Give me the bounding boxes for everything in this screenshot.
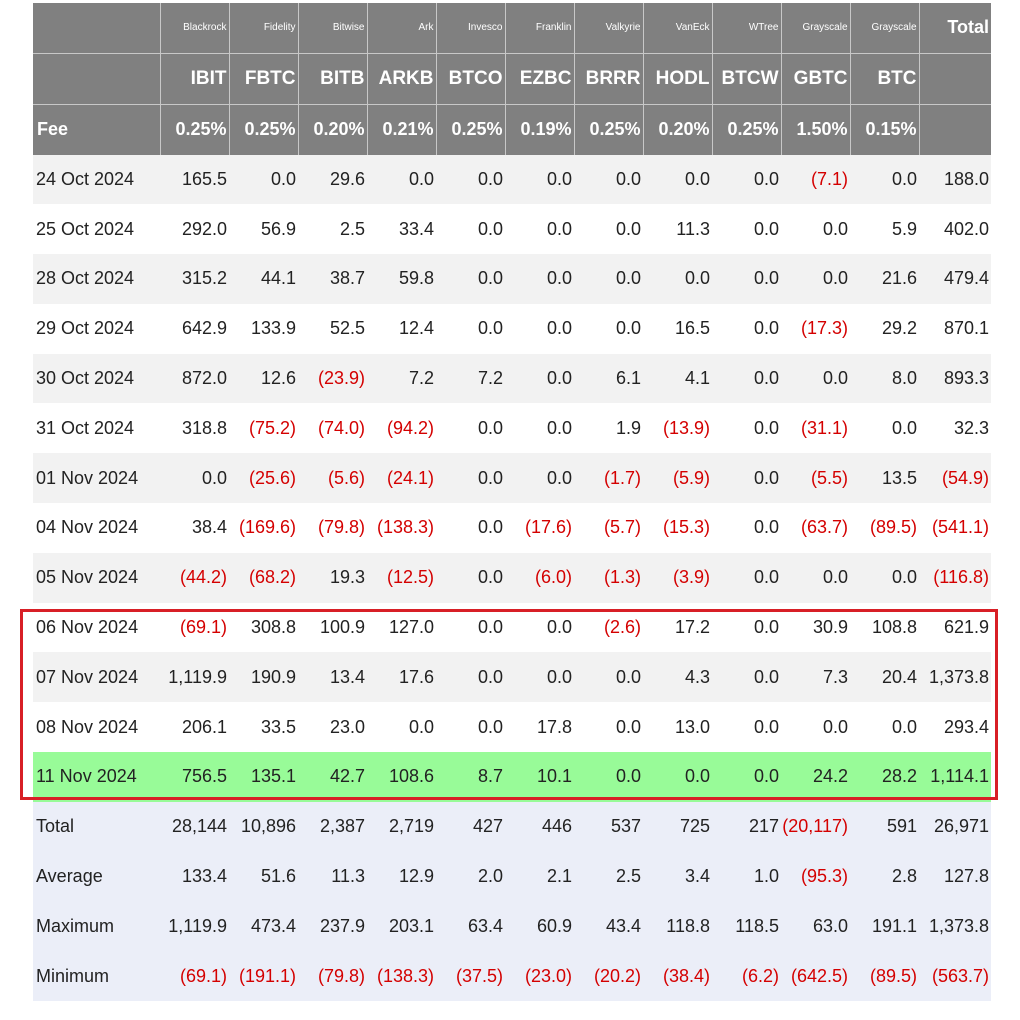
summary-value: 2,719 [367, 802, 436, 852]
flow-value: (79.8) [298, 503, 367, 553]
flow-value: 12.6 [229, 354, 298, 404]
summary-value: (138.3) [367, 951, 436, 1001]
ticker-header: FBTC [229, 53, 298, 104]
fee-value: 0.20% [298, 104, 367, 155]
flow-value: 0.0 [781, 204, 850, 254]
flow-value: 29.2 [850, 304, 919, 354]
flow-value: (17.3) [781, 304, 850, 354]
summary-value: 2,387 [298, 802, 367, 852]
fee-value: 0.19% [505, 104, 574, 155]
summary-value: (23.0) [505, 951, 574, 1001]
flow-value: (7.1) [781, 155, 850, 205]
fee-value: 0.25% [229, 104, 298, 155]
flow-value: 0.0 [574, 254, 643, 304]
flow-value: 0.0 [505, 254, 574, 304]
flow-value: 56.9 [229, 204, 298, 254]
row-total: 621.9 [919, 603, 991, 653]
table-summary [33, 802, 991, 1001]
summary-value: 473.4 [229, 901, 298, 951]
flow-value: (1.3) [574, 553, 643, 603]
flow-value: 2.5 [298, 204, 367, 254]
summary-value: (69.1) [160, 951, 229, 1001]
summary-value: 446 [505, 802, 574, 852]
total-header-blank [919, 53, 991, 104]
row-date: 06 Nov 2024 [33, 603, 160, 653]
table-row [33, 752, 991, 802]
flow-value: 19.3 [298, 553, 367, 603]
flow-value: 7.2 [436, 354, 505, 404]
summary-row [33, 802, 991, 852]
flow-value: 4.3 [643, 652, 712, 702]
flow-value: 20.4 [850, 652, 919, 702]
header-corner-2 [33, 53, 160, 104]
flow-value: (15.3) [643, 503, 712, 553]
flow-value: 0.0 [505, 403, 574, 453]
summary-value: 2.0 [436, 852, 505, 902]
flow-value: 190.9 [229, 652, 298, 702]
row-date: 24 Oct 2024 [33, 155, 160, 205]
flow-value: (1.7) [574, 453, 643, 503]
table-row [33, 254, 991, 304]
flow-value: 0.0 [505, 304, 574, 354]
flow-value: 42.7 [298, 752, 367, 802]
flow-value: 23.0 [298, 702, 367, 752]
header-corner [33, 3, 160, 53]
flow-value: 0.0 [436, 254, 505, 304]
flow-value: 44.1 [229, 254, 298, 304]
flow-value: (63.7) [781, 503, 850, 553]
summary-value: 591 [850, 802, 919, 852]
flow-value: 0.0 [505, 155, 574, 205]
table-row [33, 553, 991, 603]
row-date: 29 Oct 2024 [33, 304, 160, 354]
flow-value: 0.0 [574, 702, 643, 752]
flow-value: 0.0 [574, 204, 643, 254]
row-date: 04 Nov 2024 [33, 503, 160, 553]
flow-value: 0.0 [574, 752, 643, 802]
flow-value: 0.0 [850, 403, 919, 453]
ticker-header: BITB [298, 53, 367, 104]
flow-value: 13.4 [298, 652, 367, 702]
flow-value: 0.0 [505, 603, 574, 653]
row-date: 05 Nov 2024 [33, 553, 160, 603]
fee-value: 0.25% [160, 104, 229, 155]
flow-value: (31.1) [781, 403, 850, 453]
issuer-header: Valkyrie [574, 3, 643, 53]
flow-value: 17.6 [367, 652, 436, 702]
table-header [33, 3, 991, 155]
flow-value: 315.2 [160, 254, 229, 304]
table-row [33, 354, 991, 404]
summary-value: (95.3) [781, 852, 850, 902]
ticker-header: EZBC [505, 53, 574, 104]
flow-value: 1,119.9 [160, 652, 229, 702]
issuer-header: Grayscale [781, 3, 850, 53]
flow-value: 318.8 [160, 403, 229, 453]
flow-value: 0.0 [712, 204, 781, 254]
flow-value: 0.0 [505, 453, 574, 503]
flow-value: 0.0 [367, 155, 436, 205]
summary-value: 2.5 [574, 852, 643, 902]
summary-value: (89.5) [850, 951, 919, 1001]
ticker-header: BTC [850, 53, 919, 104]
flow-value: 0.0 [436, 553, 505, 603]
flow-value: 0.0 [505, 204, 574, 254]
summary-value: 217 [712, 802, 781, 852]
ticker-header: HODL [643, 53, 712, 104]
ticker-header: GBTC [781, 53, 850, 104]
flow-value: 0.0 [781, 354, 850, 404]
summary-value: 60.9 [505, 901, 574, 951]
summary-value: 118.8 [643, 901, 712, 951]
flow-value: 0.0 [712, 603, 781, 653]
flow-value: 13.5 [850, 453, 919, 503]
summary-value: (20,117) [781, 802, 850, 852]
ticker-header: BTCO [436, 53, 505, 104]
flow-value: (25.6) [229, 453, 298, 503]
summary-value: 51.6 [229, 852, 298, 902]
flow-value: 756.5 [160, 752, 229, 802]
flow-value: 0.0 [712, 702, 781, 752]
flow-value: (12.5) [367, 553, 436, 603]
summary-value: (642.5) [781, 951, 850, 1001]
flow-value: (6.0) [505, 553, 574, 603]
summary-value: 2.8 [850, 852, 919, 902]
ticker-header: BRRR [574, 53, 643, 104]
row-total: 402.0 [919, 204, 991, 254]
row-date: 07 Nov 2024 [33, 652, 160, 702]
summary-value: 1,373.8 [919, 901, 991, 951]
issuer-header: Ark [367, 3, 436, 53]
flow-value: (2.6) [574, 603, 643, 653]
flow-value: 0.0 [505, 652, 574, 702]
table-row [33, 304, 991, 354]
fee-value: 0.21% [367, 104, 436, 155]
fee-value: 0.20% [643, 104, 712, 155]
fee-value: 0.25% [574, 104, 643, 155]
flow-value: 0.0 [712, 354, 781, 404]
issuer-header: Fidelity [229, 3, 298, 53]
row-total: 479.4 [919, 254, 991, 304]
flow-value: (169.6) [229, 503, 298, 553]
flow-value: 0.0 [505, 354, 574, 404]
summary-value: 63.0 [781, 901, 850, 951]
flow-value: 0.0 [712, 453, 781, 503]
summary-value: 127.8 [919, 852, 991, 902]
flow-value: 29.6 [298, 155, 367, 205]
table-row [33, 204, 991, 254]
summary-value: (563.7) [919, 951, 991, 1001]
fee-value: 1.50% [781, 104, 850, 155]
etf-flows-table [33, 3, 991, 1001]
table-row [33, 453, 991, 503]
flow-value: 0.0 [436, 503, 505, 553]
flow-value: 0.0 [229, 155, 298, 205]
flow-value: 0.0 [436, 403, 505, 453]
flow-value: 0.0 [781, 254, 850, 304]
row-total: (541.1) [919, 503, 991, 553]
row-total: 1,373.8 [919, 652, 991, 702]
summary-value: 1,119.9 [160, 901, 229, 951]
row-total: 293.4 [919, 702, 991, 752]
flow-value: 0.0 [850, 553, 919, 603]
flow-value: 135.1 [229, 752, 298, 802]
flow-value: 59.8 [367, 254, 436, 304]
summary-label: Minimum [33, 951, 160, 1001]
flow-value: 0.0 [712, 155, 781, 205]
issuer-header: WTree [712, 3, 781, 53]
table-row [33, 503, 991, 553]
flow-value: 33.5 [229, 702, 298, 752]
flow-value: 0.0 [850, 155, 919, 205]
flow-value: 0.0 [781, 702, 850, 752]
row-total: 32.3 [919, 403, 991, 453]
flow-value: (24.1) [367, 453, 436, 503]
table-row [33, 155, 991, 205]
row-total: 870.1 [919, 304, 991, 354]
ticker-header: IBIT [160, 53, 229, 104]
flow-value: 0.0 [712, 304, 781, 354]
flow-value: 21.6 [850, 254, 919, 304]
flow-value: 38.7 [298, 254, 367, 304]
table-body [33, 155, 991, 802]
flow-value: 127.0 [367, 603, 436, 653]
summary-value: 203.1 [367, 901, 436, 951]
fee-value: 0.25% [436, 104, 505, 155]
flow-value: 4.1 [643, 354, 712, 404]
row-total: 188.0 [919, 155, 991, 205]
flow-value: 0.0 [712, 652, 781, 702]
flow-value: 0.0 [643, 155, 712, 205]
fee-value: 0.15% [850, 104, 919, 155]
flow-value: 11.3 [643, 204, 712, 254]
flow-value: 0.0 [643, 752, 712, 802]
summary-value: 427 [436, 802, 505, 852]
issuer-header: Blackrock [160, 3, 229, 53]
summary-row [33, 901, 991, 951]
flow-value: 642.9 [160, 304, 229, 354]
flow-value: (13.9) [643, 403, 712, 453]
summary-value: 28,144 [160, 802, 229, 852]
row-total: 893.3 [919, 354, 991, 404]
row-date: 11 Nov 2024 [33, 752, 160, 802]
summary-value: 537 [574, 802, 643, 852]
flow-value: 0.0 [712, 254, 781, 304]
flow-value: (74.0) [298, 403, 367, 453]
flow-value: 7.2 [367, 354, 436, 404]
summary-value: (38.4) [643, 951, 712, 1001]
flow-value: 52.5 [298, 304, 367, 354]
row-date: 31 Oct 2024 [33, 403, 160, 453]
summary-value: 118.5 [712, 901, 781, 951]
issuer-header: Bitwise [298, 3, 367, 53]
etf-flows-table-container [33, 3, 991, 1001]
row-date: 08 Nov 2024 [33, 702, 160, 752]
fee-row [33, 104, 991, 155]
flow-value: (5.7) [574, 503, 643, 553]
summary-value: 1.0 [712, 852, 781, 902]
flow-value: 12.4 [367, 304, 436, 354]
summary-label: Total [33, 802, 160, 852]
flow-value: 5.9 [850, 204, 919, 254]
flow-value: 0.0 [436, 155, 505, 205]
row-date: 30 Oct 2024 [33, 354, 160, 404]
flow-value: 6.1 [574, 354, 643, 404]
summary-value: 3.4 [643, 852, 712, 902]
flow-value: 133.9 [229, 304, 298, 354]
flow-value: (68.2) [229, 553, 298, 603]
flow-value: 17.8 [505, 702, 574, 752]
flow-value: 0.0 [574, 652, 643, 702]
flow-value: 0.0 [160, 453, 229, 503]
summary-label: Average [33, 852, 160, 902]
flow-value: 16.5 [643, 304, 712, 354]
flow-value: 13.0 [643, 702, 712, 752]
issuer-header: Grayscale [850, 3, 919, 53]
flow-value: 0.0 [712, 503, 781, 553]
summary-value: 10,896 [229, 802, 298, 852]
flow-value: 0.0 [781, 553, 850, 603]
row-total: (54.9) [919, 453, 991, 503]
flow-value: 0.0 [436, 304, 505, 354]
flow-value: 8.0 [850, 354, 919, 404]
flow-value: (69.1) [160, 603, 229, 653]
flow-value: 33.4 [367, 204, 436, 254]
table-row [33, 702, 991, 752]
flow-value: 872.0 [160, 354, 229, 404]
summary-label: Maximum [33, 901, 160, 951]
row-date: 25 Oct 2024 [33, 204, 160, 254]
flow-value: (5.6) [298, 453, 367, 503]
flow-value: 0.0 [436, 453, 505, 503]
fee-total-blank [919, 104, 991, 155]
flow-value: 0.0 [367, 702, 436, 752]
summary-value: 237.9 [298, 901, 367, 951]
flow-value: (3.9) [643, 553, 712, 603]
flow-value: (94.2) [367, 403, 436, 453]
summary-value: (37.5) [436, 951, 505, 1001]
flow-value: (17.6) [505, 503, 574, 553]
flow-value: (138.3) [367, 503, 436, 553]
flow-value: 8.7 [436, 752, 505, 802]
flow-value: (23.9) [298, 354, 367, 404]
summary-value: 63.4 [436, 901, 505, 951]
flow-value: 0.0 [712, 403, 781, 453]
flow-value: (75.2) [229, 403, 298, 453]
ticker-header: ARKB [367, 53, 436, 104]
flow-value: 0.0 [643, 254, 712, 304]
flow-value: 0.0 [574, 304, 643, 354]
table-row [33, 652, 991, 702]
flow-value: 0.0 [436, 204, 505, 254]
summary-value: (79.8) [298, 951, 367, 1001]
summary-value: 2.1 [505, 852, 574, 902]
summary-value: 725 [643, 802, 712, 852]
row-date: 28 Oct 2024 [33, 254, 160, 304]
flow-value: 292.0 [160, 204, 229, 254]
summary-value: (20.2) [574, 951, 643, 1001]
row-date: 01 Nov 2024 [33, 453, 160, 503]
flow-value: 308.8 [229, 603, 298, 653]
flow-value: 7.3 [781, 652, 850, 702]
summary-value: 191.1 [850, 901, 919, 951]
flow-value: 206.1 [160, 702, 229, 752]
flow-value: (5.5) [781, 453, 850, 503]
summary-value: (6.2) [712, 951, 781, 1001]
summary-value: 26,971 [919, 802, 991, 852]
flow-value: 38.4 [160, 503, 229, 553]
flow-value: 24.2 [781, 752, 850, 802]
row-total: (116.8) [919, 553, 991, 603]
flow-value: 0.0 [436, 702, 505, 752]
flow-value: 10.1 [505, 752, 574, 802]
ticker-row [33, 53, 991, 104]
summary-value: 12.9 [367, 852, 436, 902]
flow-value: 1.9 [574, 403, 643, 453]
row-total: 1,114.1 [919, 752, 991, 802]
total-header: Total [919, 3, 991, 53]
flow-value: 108.6 [367, 752, 436, 802]
flow-value: 100.9 [298, 603, 367, 653]
summary-row [33, 852, 991, 902]
flow-value: 0.0 [712, 553, 781, 603]
fee-value: 0.25% [712, 104, 781, 155]
flow-value: 0.0 [574, 155, 643, 205]
summary-value: 133.4 [160, 852, 229, 902]
issuer-row [33, 3, 991, 53]
flow-value: 0.0 [850, 702, 919, 752]
summary-value: 43.4 [574, 901, 643, 951]
flow-value: 0.0 [712, 752, 781, 802]
flow-value: (89.5) [850, 503, 919, 553]
flow-value: 30.9 [781, 603, 850, 653]
ticker-header: BTCW [712, 53, 781, 104]
flow-value: 0.0 [436, 603, 505, 653]
table-row [33, 403, 991, 453]
table-row [33, 603, 991, 653]
flow-value: 28.2 [850, 752, 919, 802]
issuer-header: Franklin [505, 3, 574, 53]
summary-row [33, 951, 991, 1001]
summary-value: (191.1) [229, 951, 298, 1001]
flow-value: 108.8 [850, 603, 919, 653]
flow-value: (44.2) [160, 553, 229, 603]
issuer-header: VanEck [643, 3, 712, 53]
fee-label: Fee [33, 104, 160, 155]
flow-value: 17.2 [643, 603, 712, 653]
flow-value: (5.9) [643, 453, 712, 503]
flow-value: 0.0 [436, 652, 505, 702]
summary-value: 11.3 [298, 852, 367, 902]
flow-value: 165.5 [160, 155, 229, 205]
issuer-header: Invesco [436, 3, 505, 53]
